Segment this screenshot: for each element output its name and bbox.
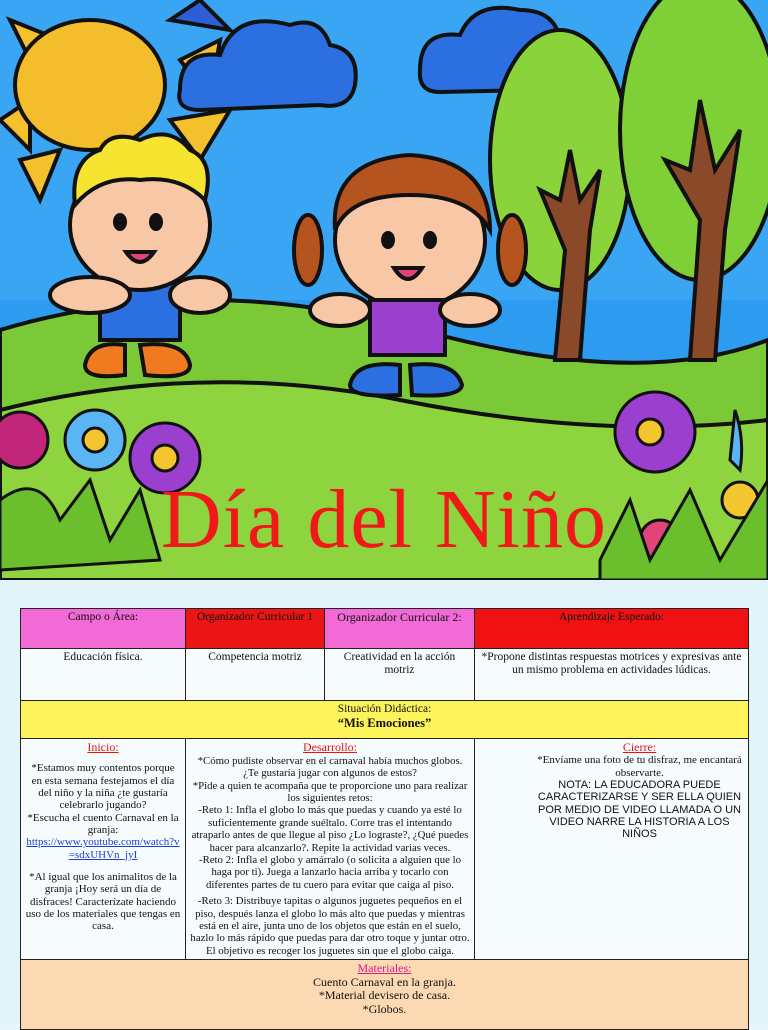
table-row	[21, 649, 749, 701]
materiales-item-2: *Material devisero de casa.	[318, 988, 451, 1003]
inicio-text-3: *Al igual que los animalitos de la granja ¡Hoy será un día de disfraces! Caracterízate haciendo uso de los materiales que tengas en casa.	[25, 870, 181, 933]
desarrollo-cell	[186, 739, 475, 960]
cierre-note: NOTA: LA EDUCADORA PUEDE CARACTERIZARSE Y SER ELLA QUIEN POR MEDIO DE VIDEO LLAMADA O UN VIDEO NARRE LA HISTORIA A LOS NIÑOS	[537, 779, 742, 841]
table-header-row	[21, 609, 749, 649]
materiales-cell	[21, 960, 749, 1030]
inicio-heading: Inicio:	[87, 741, 119, 754]
situacion-label: Situación Didáctica:	[337, 703, 432, 715]
situacion-name: “Mis Emociones”	[337, 715, 432, 730]
header-organizador-1: Organizador Curricular 1	[186, 609, 325, 649]
desarrollo-text-2: *Pide a quien te acompaña que te proporcione uno para realizar los siguientes retos:	[192, 779, 468, 805]
desarrollo-heading: Desarrollo:	[303, 740, 357, 754]
inicio-text-2: *Escucha el cuento Carnaval en la granja:	[27, 811, 179, 836]
activities-row	[21, 739, 749, 960]
cell-campo: Educación física.	[21, 649, 186, 701]
desarrollo-reto-2: -Reto 2: Infla el globo y amárralo (o solicita a alguien que lo haga por ti). Juega a lanzarlo hacia arriba y tocarlo con diferentes partes de tu cuero para evitar que caiga al piso.	[198, 854, 462, 891]
cuento-video-link[interactable]: https://www.youtube.com/watch?v=sdxUHVn_jyI	[26, 836, 180, 861]
cell-aprendizaje: *Propone distintas respuestas motrices y expresivas ante un mismo problema en actividades lúdicas.	[475, 649, 749, 701]
inicio-cell	[21, 739, 186, 960]
situacion-row	[21, 701, 749, 739]
materiales-row	[21, 960, 749, 1030]
cierre-cell	[475, 739, 749, 960]
header-aprendizaje: Aprendizaje Esperado:	[475, 609, 749, 649]
cell-organizador-1: Competencia motriz	[186, 649, 325, 701]
desarrollo-reto-1: -Reto 1: Infla el globo lo más que puedas y cuando ya esté lo suficientemente grande suéltalo. Corre tras el intentando atraparlo antes de que llegue al piso ¿Lo lograste?, ¿Qué puedes hacer para alcanzarlo?. Repite la actividad varias veces.	[191, 804, 469, 854]
lesson-plan-table	[20, 608, 749, 1030]
situacion-cell	[21, 701, 749, 739]
materiales-item-3: *Globos.	[362, 1001, 407, 1016]
desarrollo-reto-3: -Reto 3: Distribuye tapitas o algunos juguetes pequeños en el piso, después lanza el globo lo más alto que puedas y mientras está en el aire, junta uno de los objetos que están en el suelo, hazlo lo más rápido que puedas para dar otro toque y juntar otro. El objetivo es recoger los juguetes sin que el globo caiga.	[190, 895, 470, 957]
page-title: Día del Niño	[161, 473, 607, 566]
cell-organizador-2: Creatividad en la acción motriz	[325, 649, 475, 701]
desarrollo-text-1: *Cómo pudiste observar en el carnaval había muchos globos. ¿Te gustaría jugar con algunos de estos?	[197, 754, 463, 780]
materiales-heading: Materiales:	[357, 961, 412, 976]
header-organizador-2: Organizador Curricular 2:	[325, 609, 475, 649]
inicio-text-1: *Estamos muy contentos porque en esta semana festejamos el día del niño y la niña ¿te gustaría celebrarlo jugando?	[31, 762, 175, 812]
cierre-text-1: *Envíame una foto de tu disfraz, me encantará observarte.	[537, 754, 742, 779]
cierre-heading: Cierre:	[622, 740, 657, 754]
materiales-item-1: Cuento Carnaval en la granja.	[313, 974, 456, 989]
header-campo: Campo o Área:	[21, 609, 186, 649]
